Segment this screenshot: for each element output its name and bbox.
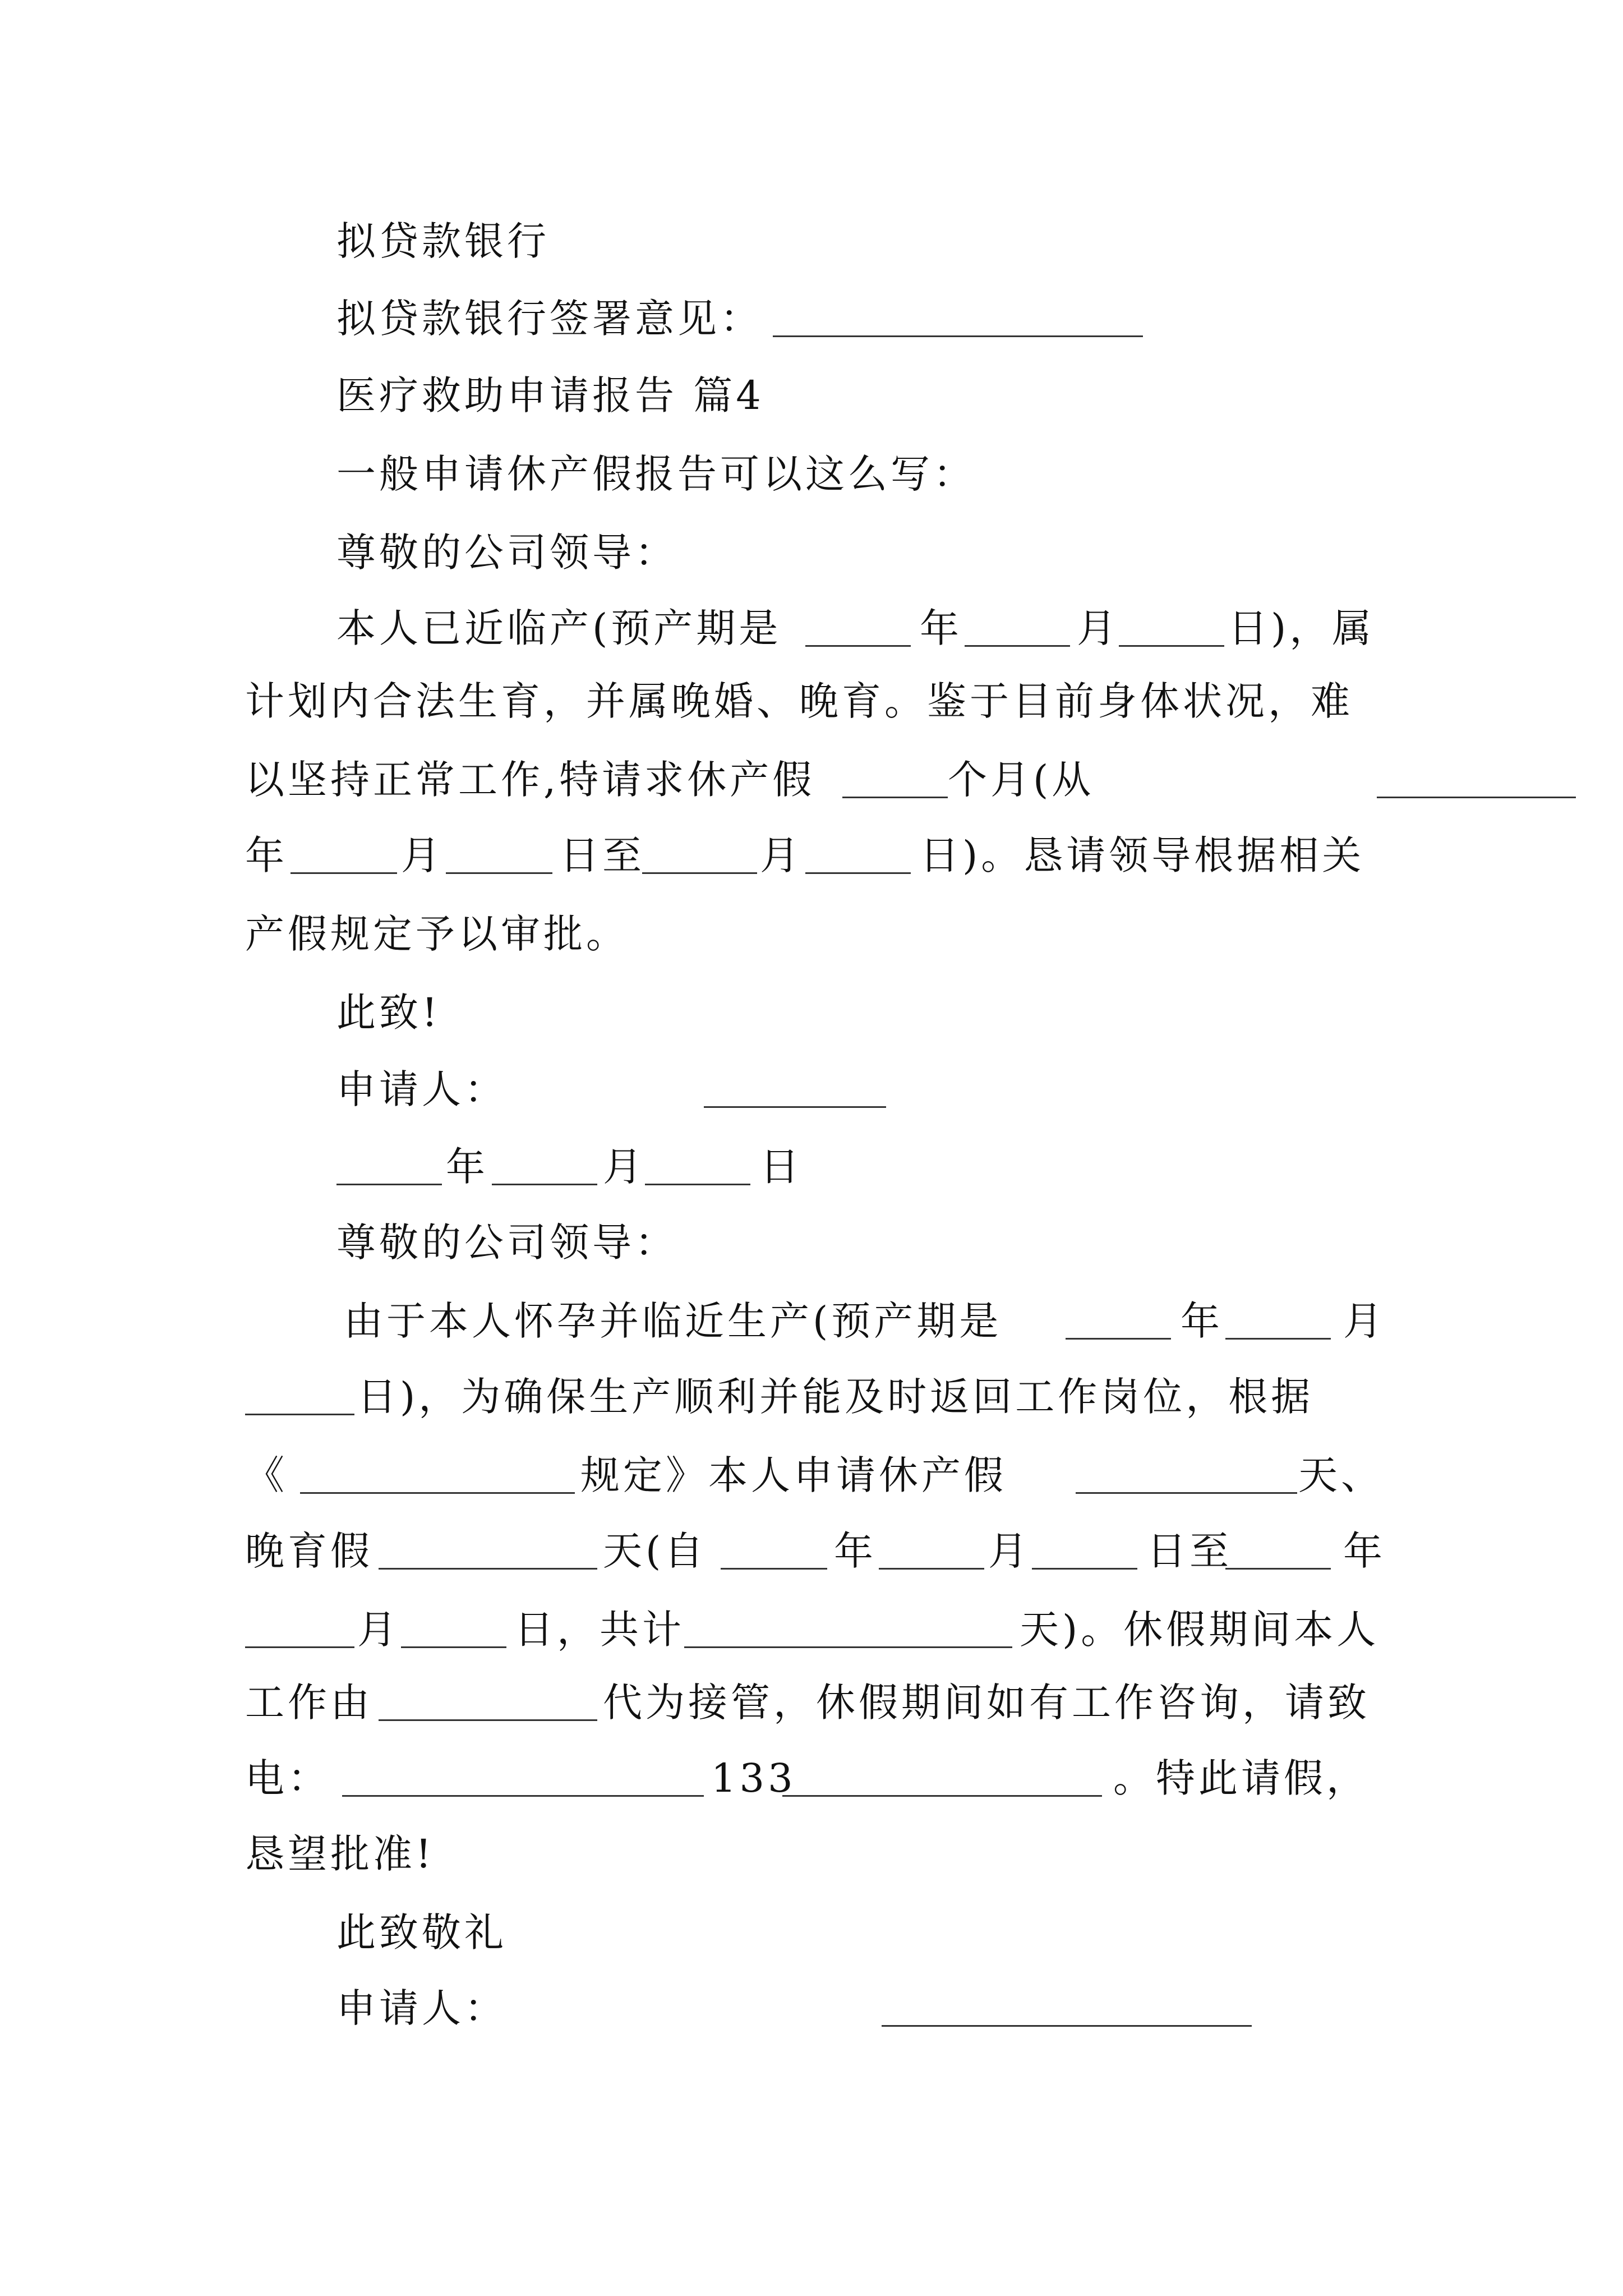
text-run: 一般申请休产假报告可以这么写： bbox=[336, 451, 976, 497]
fill-in-blank bbox=[379, 1568, 597, 1570]
text-run: 月 bbox=[988, 1528, 1031, 1574]
text-line-p2-l5 bbox=[0, 1602, 1623, 1658]
fill-in-blank bbox=[684, 1646, 1012, 1648]
text-line-bank-opinion bbox=[0, 291, 1623, 347]
text-run: 规定》本人申请休产假 bbox=[580, 1452, 1007, 1498]
text-line-p1-l1 bbox=[0, 600, 1623, 656]
text-run: 由于本人怀孕并临近生产(预产期是 bbox=[344, 1298, 1002, 1344]
text-run: 月 bbox=[603, 1144, 645, 1190]
text-line-salutation-2 bbox=[0, 1214, 1623, 1271]
fill-in-blank bbox=[842, 797, 948, 798]
text-run: 。特此请假， bbox=[1113, 1755, 1369, 1801]
text-line-closing-2 bbox=[0, 1904, 1623, 1961]
text-line-p2-l4 bbox=[0, 1523, 1623, 1579]
text-run: 日至 bbox=[560, 832, 645, 878]
fill-in-blank bbox=[1377, 797, 1576, 798]
fill-in-blank bbox=[642, 872, 757, 874]
text-run: 天(自 bbox=[603, 1528, 707, 1574]
fill-in-blank bbox=[645, 1184, 750, 1185]
text-run: 产假规定予以审批。 bbox=[245, 911, 629, 957]
fill-in-blank bbox=[1076, 1492, 1297, 1494]
text-run: 拟贷款银行签署意见： bbox=[336, 296, 763, 342]
fill-in-blank bbox=[379, 1719, 597, 1721]
fill-in-blank bbox=[1032, 1568, 1137, 1570]
fill-in-blank bbox=[245, 1646, 354, 1648]
text-run: 《 bbox=[245, 1452, 288, 1498]
text-run: 月 bbox=[1077, 605, 1119, 651]
text-line-p2-l1 bbox=[0, 1293, 1623, 1349]
text-run: 日)，为确保生产顺利并能及时返回工作岗位，根据 bbox=[357, 1374, 1314, 1420]
text-run: 月 bbox=[760, 832, 803, 878]
text-run: 本人已近临产(预产期是 bbox=[336, 605, 782, 651]
text-line-p2-l7 bbox=[0, 1750, 1623, 1806]
fill-in-blank bbox=[879, 1568, 984, 1570]
text-run: 日)，属 bbox=[1228, 605, 1375, 651]
text-run: 尊敬的公司领导： bbox=[336, 530, 677, 576]
text-line-intro bbox=[0, 446, 1623, 502]
text-run: 天)。休假期间本人 bbox=[1020, 1607, 1380, 1653]
text-run: 年 bbox=[1343, 1528, 1386, 1574]
text-run: 尊敬的公司领导： bbox=[336, 1220, 677, 1266]
text-run: 申请人： bbox=[336, 1985, 507, 2031]
text-line-p2-l3 bbox=[0, 1447, 1623, 1503]
text-line-p2-l2 bbox=[0, 1369, 1623, 1425]
text-line-p2-l8 bbox=[0, 1826, 1623, 1882]
text-run: 工作由 bbox=[245, 1680, 373, 1726]
text-run: 月 bbox=[1343, 1298, 1386, 1344]
fill-in-blank bbox=[882, 2025, 1252, 2027]
text-run: 133 bbox=[711, 1755, 796, 1801]
text-run: 日至 bbox=[1147, 1528, 1232, 1574]
text-run: 年 bbox=[920, 605, 962, 651]
fill-in-blank bbox=[704, 1106, 886, 1108]
fill-in-blank bbox=[773, 335, 1143, 337]
text-run: 天、 bbox=[1298, 1452, 1384, 1498]
text-run: 年 bbox=[245, 832, 288, 878]
text-run: 年 bbox=[834, 1528, 877, 1574]
text-run: 日)。恳请领导根据相关 bbox=[920, 832, 1365, 878]
text-line-salutation-1 bbox=[0, 524, 1623, 581]
text-run: 代为接管，休假期间如有工作咨询，请致 bbox=[603, 1680, 1370, 1726]
text-run: 计划内合法生育，并属晚婚、晚育。鉴于目前身体状况，难 bbox=[245, 678, 1353, 724]
text-run: 年 bbox=[1181, 1298, 1223, 1344]
text-run: 月 bbox=[357, 1607, 400, 1653]
fill-in-blank bbox=[805, 645, 911, 647]
text-run: 恳望批准! bbox=[245, 1831, 435, 1877]
fill-in-blank bbox=[300, 1492, 575, 1494]
text-line-applicant-1 bbox=[0, 1061, 1623, 1117]
text-run: 日，共计 bbox=[514, 1607, 685, 1653]
text-line-bank bbox=[0, 213, 1623, 269]
text-line-p1-l3 bbox=[0, 752, 1623, 808]
fill-in-blank bbox=[1225, 1338, 1331, 1340]
text-run: 此致敬礼 bbox=[336, 1910, 507, 1955]
text-run: 拟贷款银行 bbox=[336, 218, 550, 264]
fill-in-blank bbox=[1119, 645, 1224, 647]
fill-in-blank bbox=[1066, 1338, 1171, 1340]
fill-in-blank bbox=[965, 645, 1070, 647]
fill-in-blank bbox=[336, 1184, 442, 1185]
text-run: 申请人： bbox=[336, 1066, 507, 1112]
fill-in-blank bbox=[245, 1414, 354, 1415]
fill-in-blank bbox=[782, 1795, 1102, 1797]
text-line-date-1 bbox=[0, 1139, 1623, 1195]
text-line-p1-l2 bbox=[0, 673, 1623, 729]
text-run: 医疗救助申请报告 篇4 bbox=[336, 372, 764, 418]
text-line-p1-l4 bbox=[0, 827, 1623, 884]
text-run: 以坚持正常工作,特请求休产假 bbox=[245, 757, 815, 803]
fill-in-blank bbox=[401, 1646, 506, 1648]
fill-in-blank bbox=[291, 872, 397, 874]
fill-in-blank bbox=[342, 1795, 704, 1797]
fill-in-blank bbox=[805, 872, 911, 874]
text-line-p1-l5 bbox=[0, 906, 1623, 962]
text-run: 此致! bbox=[336, 990, 441, 1036]
text-run: 日 bbox=[760, 1144, 803, 1190]
fill-in-blank bbox=[492, 1184, 597, 1185]
text-line-heading bbox=[0, 367, 1623, 424]
text-run: 电： bbox=[245, 1755, 330, 1801]
fill-in-blank bbox=[721, 1568, 827, 1570]
text-run: 晚育假 bbox=[245, 1528, 373, 1574]
fill-in-blank bbox=[446, 872, 552, 874]
text-line-applicant-2 bbox=[0, 1980, 1623, 2036]
text-run: 个月(从 bbox=[948, 757, 1095, 803]
text-run: 月 bbox=[401, 832, 444, 878]
fill-in-blank bbox=[1225, 1568, 1331, 1570]
text-run: 年 bbox=[446, 1144, 488, 1190]
text-line-closing-1 bbox=[0, 984, 1623, 1041]
text-line-p2-l6 bbox=[0, 1674, 1623, 1731]
